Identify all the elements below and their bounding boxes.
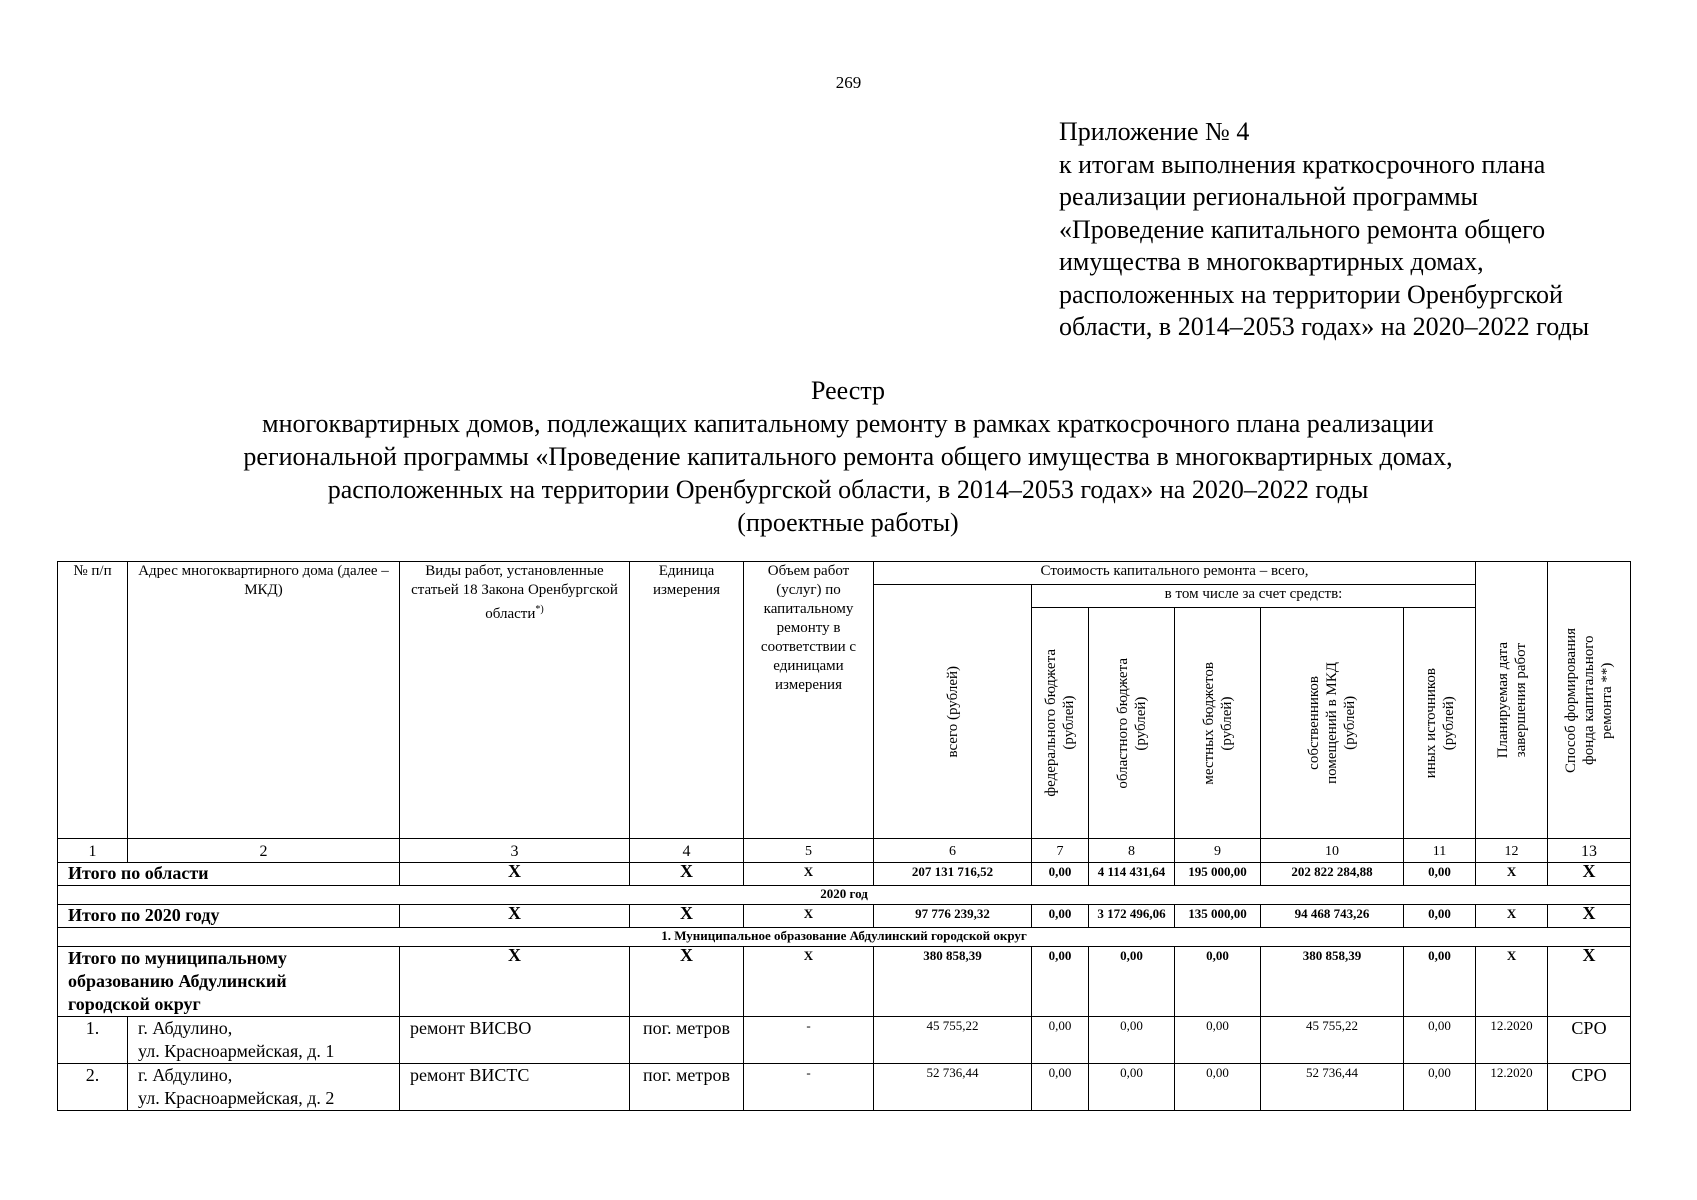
column-number: 13 (1548, 839, 1631, 863)
cell-federal: 0,00 (1032, 947, 1089, 1017)
header-line: фонда капитального (1581, 635, 1598, 765)
column-number: 12 (1476, 839, 1548, 863)
cell-regional: 0,00 (1089, 1017, 1175, 1064)
label-line: образованию Абдулинский (68, 971, 287, 991)
cell-work: X (400, 947, 630, 1017)
header-other-text (1422, 668, 1458, 778)
header-line: местных бюджетов (1200, 661, 1217, 785)
total-2020-row (58, 905, 1631, 928)
header-volume: Объем работ (услуг) по капитальному ремонту в соответствии с единицами измерения (744, 562, 874, 839)
cell-volume: - (744, 1017, 874, 1064)
header-line: (рублей) (1342, 695, 1358, 751)
cell-local: 0,00 (1175, 1017, 1261, 1064)
cell-regional: 0,00 (1089, 947, 1175, 1017)
cell-volume: - (744, 1064, 874, 1111)
header-total-rub-text: всего (рублей) (944, 665, 961, 758)
column-number: 6 (874, 839, 1032, 863)
header-line: собственников (1306, 676, 1322, 770)
page-number: 269 (835, 73, 862, 92)
cell-regional: 0,00 (1089, 1064, 1175, 1111)
appendix-heading (1059, 116, 1589, 344)
cell-local: 135 000,00 (1175, 905, 1261, 928)
header-planned-date-text (1494, 642, 1530, 758)
column-number: 2 (128, 839, 400, 863)
cell-regional: 4 114 431,64 (1089, 863, 1175, 886)
appendix-line: Приложение № 4 (1059, 117, 1250, 146)
cell-date: X (1476, 863, 1548, 886)
header-line: (рублей) (1218, 695, 1235, 751)
section-label: 1. Муниципальное образование Абдулинский городской округ (58, 928, 1631, 947)
cell-unit: пог. метров (630, 1064, 744, 1111)
address-line: ул. Красноармейская, д. 1 (138, 1041, 335, 1061)
cell-num: 2. (58, 1064, 128, 1111)
header-work-types-text: Виды работ, установленные статьей 18 Закона Оренбургской области (411, 563, 618, 622)
header-federal-text (1042, 649, 1078, 797)
cell-owners: 202 822 284,88 (1261, 863, 1404, 886)
address-line: г. Абдулино, (138, 1065, 233, 1085)
header-owners (1261, 608, 1404, 839)
cell-total: 207 131 716,52 (874, 863, 1032, 886)
cell-federal: 0,00 (1032, 1064, 1089, 1111)
cell-address (128, 1064, 400, 1111)
total-muni-label (58, 947, 400, 1017)
header-line: иных источников (1422, 667, 1439, 779)
cell-federal: 0,00 (1032, 905, 1089, 928)
appendix-line: реализации региональной программы (1059, 182, 1479, 211)
header-fund-method (1548, 562, 1631, 839)
cell-work: ремонт ВИСВО (400, 1017, 630, 1064)
label-line: Итого по муниципальному (68, 948, 287, 968)
cell-federal: 0,00 (1032, 1017, 1089, 1064)
header-regional (1089, 608, 1175, 839)
header-work-types (400, 562, 630, 839)
address-line: г. Абдулино, (138, 1018, 233, 1038)
cell-address (128, 1017, 400, 1064)
total-region-row (58, 863, 1631, 886)
header-unit: Единица измерения (630, 562, 744, 839)
section-row (58, 928, 1631, 947)
label-line: городской округ (68, 994, 201, 1014)
total-muni-row (58, 947, 1631, 1017)
cell-owners: 94 468 743,26 (1261, 905, 1404, 928)
header-planned-date (1476, 562, 1548, 839)
cell-volume: X (744, 863, 874, 886)
header-line: (рублей) (1061, 695, 1077, 751)
appendix-line: к итогам выполнения краткосрочного плана (1059, 149, 1546, 179)
cell-owners: 52 736,44 (1261, 1064, 1404, 1111)
header-line: (рублей) (1132, 695, 1149, 751)
header-num: № п/п (58, 562, 128, 839)
cell-other: 0,00 (1404, 947, 1476, 1017)
cell-work: ремонт ВИСТС (400, 1064, 630, 1111)
column-number: 9 (1175, 839, 1261, 863)
cell-method: СРО (1548, 1017, 1631, 1064)
header-line: помещений в МКД (1324, 662, 1340, 784)
column-number: 10 (1261, 839, 1404, 863)
header-regional-text (1114, 658, 1150, 789)
document-title (0, 374, 1697, 539)
column-number: 1 (58, 839, 128, 863)
cell-method: X (1548, 863, 1631, 886)
cell-other: 0,00 (1404, 863, 1476, 886)
header-line: ремонта **) (1599, 661, 1616, 739)
cell-regional: 3 172 496,06 (1089, 905, 1175, 928)
cell-owners: 45 755,22 (1261, 1017, 1404, 1064)
table-row (58, 1017, 1631, 1064)
cell-method: СРО (1548, 1064, 1631, 1111)
cell-work: X (400, 905, 630, 928)
cell-local: 195 000,00 (1175, 863, 1261, 886)
header-cost-total: Стоимость капитального ремонта – всего, (874, 562, 1476, 585)
cell-unit: X (630, 947, 744, 1017)
appendix-line: расположенных на территории Оренбургской (1059, 279, 1563, 309)
header-line: Способ формирования (1563, 627, 1580, 773)
cell-num: 1. (58, 1017, 128, 1064)
year-label: 2020 год (58, 886, 1631, 905)
title-line: (проектные работы) (737, 508, 959, 537)
header-work-types-note: *) (535, 604, 544, 615)
title-line: Реестр (810, 376, 886, 405)
cell-unit: X (630, 905, 744, 928)
table-row (58, 1064, 1631, 1111)
header-line: Планируемая дата (1494, 641, 1511, 759)
cell-date: 12.2020 (1476, 1064, 1548, 1111)
header-line: завершения работ (1512, 642, 1529, 758)
cell-owners: 380 858,39 (1261, 947, 1404, 1017)
cell-other: 0,00 (1404, 905, 1476, 928)
header-total-rub (874, 585, 1032, 839)
header-line: федерального бюджета (1043, 649, 1059, 797)
title-line: расположенных на территории Оренбургской области, в 2014–2053 годах» на 2020–2022 годы (327, 475, 1369, 504)
registry-table (57, 561, 1631, 1111)
cell-date: 12.2020 (1476, 1017, 1548, 1064)
cell-volume: X (744, 947, 874, 1017)
cell-local: 0,00 (1175, 1064, 1261, 1111)
column-number: 11 (1404, 839, 1476, 863)
header-line: областного бюджета (1114, 657, 1131, 789)
cell-date: X (1476, 947, 1548, 1017)
column-number: 8 (1089, 839, 1175, 863)
header-fund-method-text (1562, 628, 1616, 773)
cell-date: X (1476, 905, 1548, 928)
cell-work: X (400, 863, 630, 886)
header-owners-text (1305, 662, 1359, 784)
column-number: 4 (630, 839, 744, 863)
cell-other: 0,00 (1404, 1017, 1476, 1064)
header-federal (1032, 608, 1089, 839)
appendix-line: области, в 2014–2053 годах» на 2020–2022 годы (1059, 312, 1590, 341)
cell-other: 0,00 (1404, 1064, 1476, 1111)
header-local-text (1200, 662, 1236, 785)
title-line: многоквартирных домов, подлежащих капитальному ремонту в рамках краткосрочного плана реализации (262, 409, 1434, 438)
header-other (1404, 608, 1476, 839)
cell-local: 0,00 (1175, 947, 1261, 1017)
cell-method: X (1548, 947, 1631, 1017)
cell-total: 45 755,22 (874, 1017, 1032, 1064)
appendix-line: имущества в многоквартирных домах, (1059, 247, 1484, 276)
year-row (58, 886, 1631, 905)
column-number: 3 (400, 839, 630, 863)
cell-volume: X (744, 905, 874, 928)
cell-unit: пог. метров (630, 1017, 744, 1064)
address-line: ул. Красноармейская, д. 2 (138, 1088, 335, 1108)
header-line: (рублей) (1440, 695, 1457, 751)
total-2020-label: Итого по 2020 году (58, 905, 400, 928)
column-number: 5 (744, 839, 874, 863)
title-line: региональной программы «Проведение капитального ремонта общего имущества в многоквартирных домах, (243, 442, 1453, 471)
cell-total: 97 776 239,32 (874, 905, 1032, 928)
appendix-line: «Проведение капитального ремонта общего (1059, 214, 1546, 244)
cell-federal: 0,00 (1032, 863, 1089, 886)
column-numbers-row (58, 839, 1631, 863)
header-address: Адрес многоквартирного дома (далее – МКД) (128, 562, 400, 839)
header-local (1175, 608, 1261, 839)
header-incl-sources: в том числе за счет средств: (1032, 585, 1476, 608)
cell-method: X (1548, 905, 1631, 928)
total-region-label: Итого по области (58, 863, 400, 886)
cell-unit: X (630, 863, 744, 886)
cell-total: 380 858,39 (874, 947, 1032, 1017)
column-number: 7 (1032, 839, 1089, 863)
cell-total: 52 736,44 (874, 1064, 1032, 1111)
